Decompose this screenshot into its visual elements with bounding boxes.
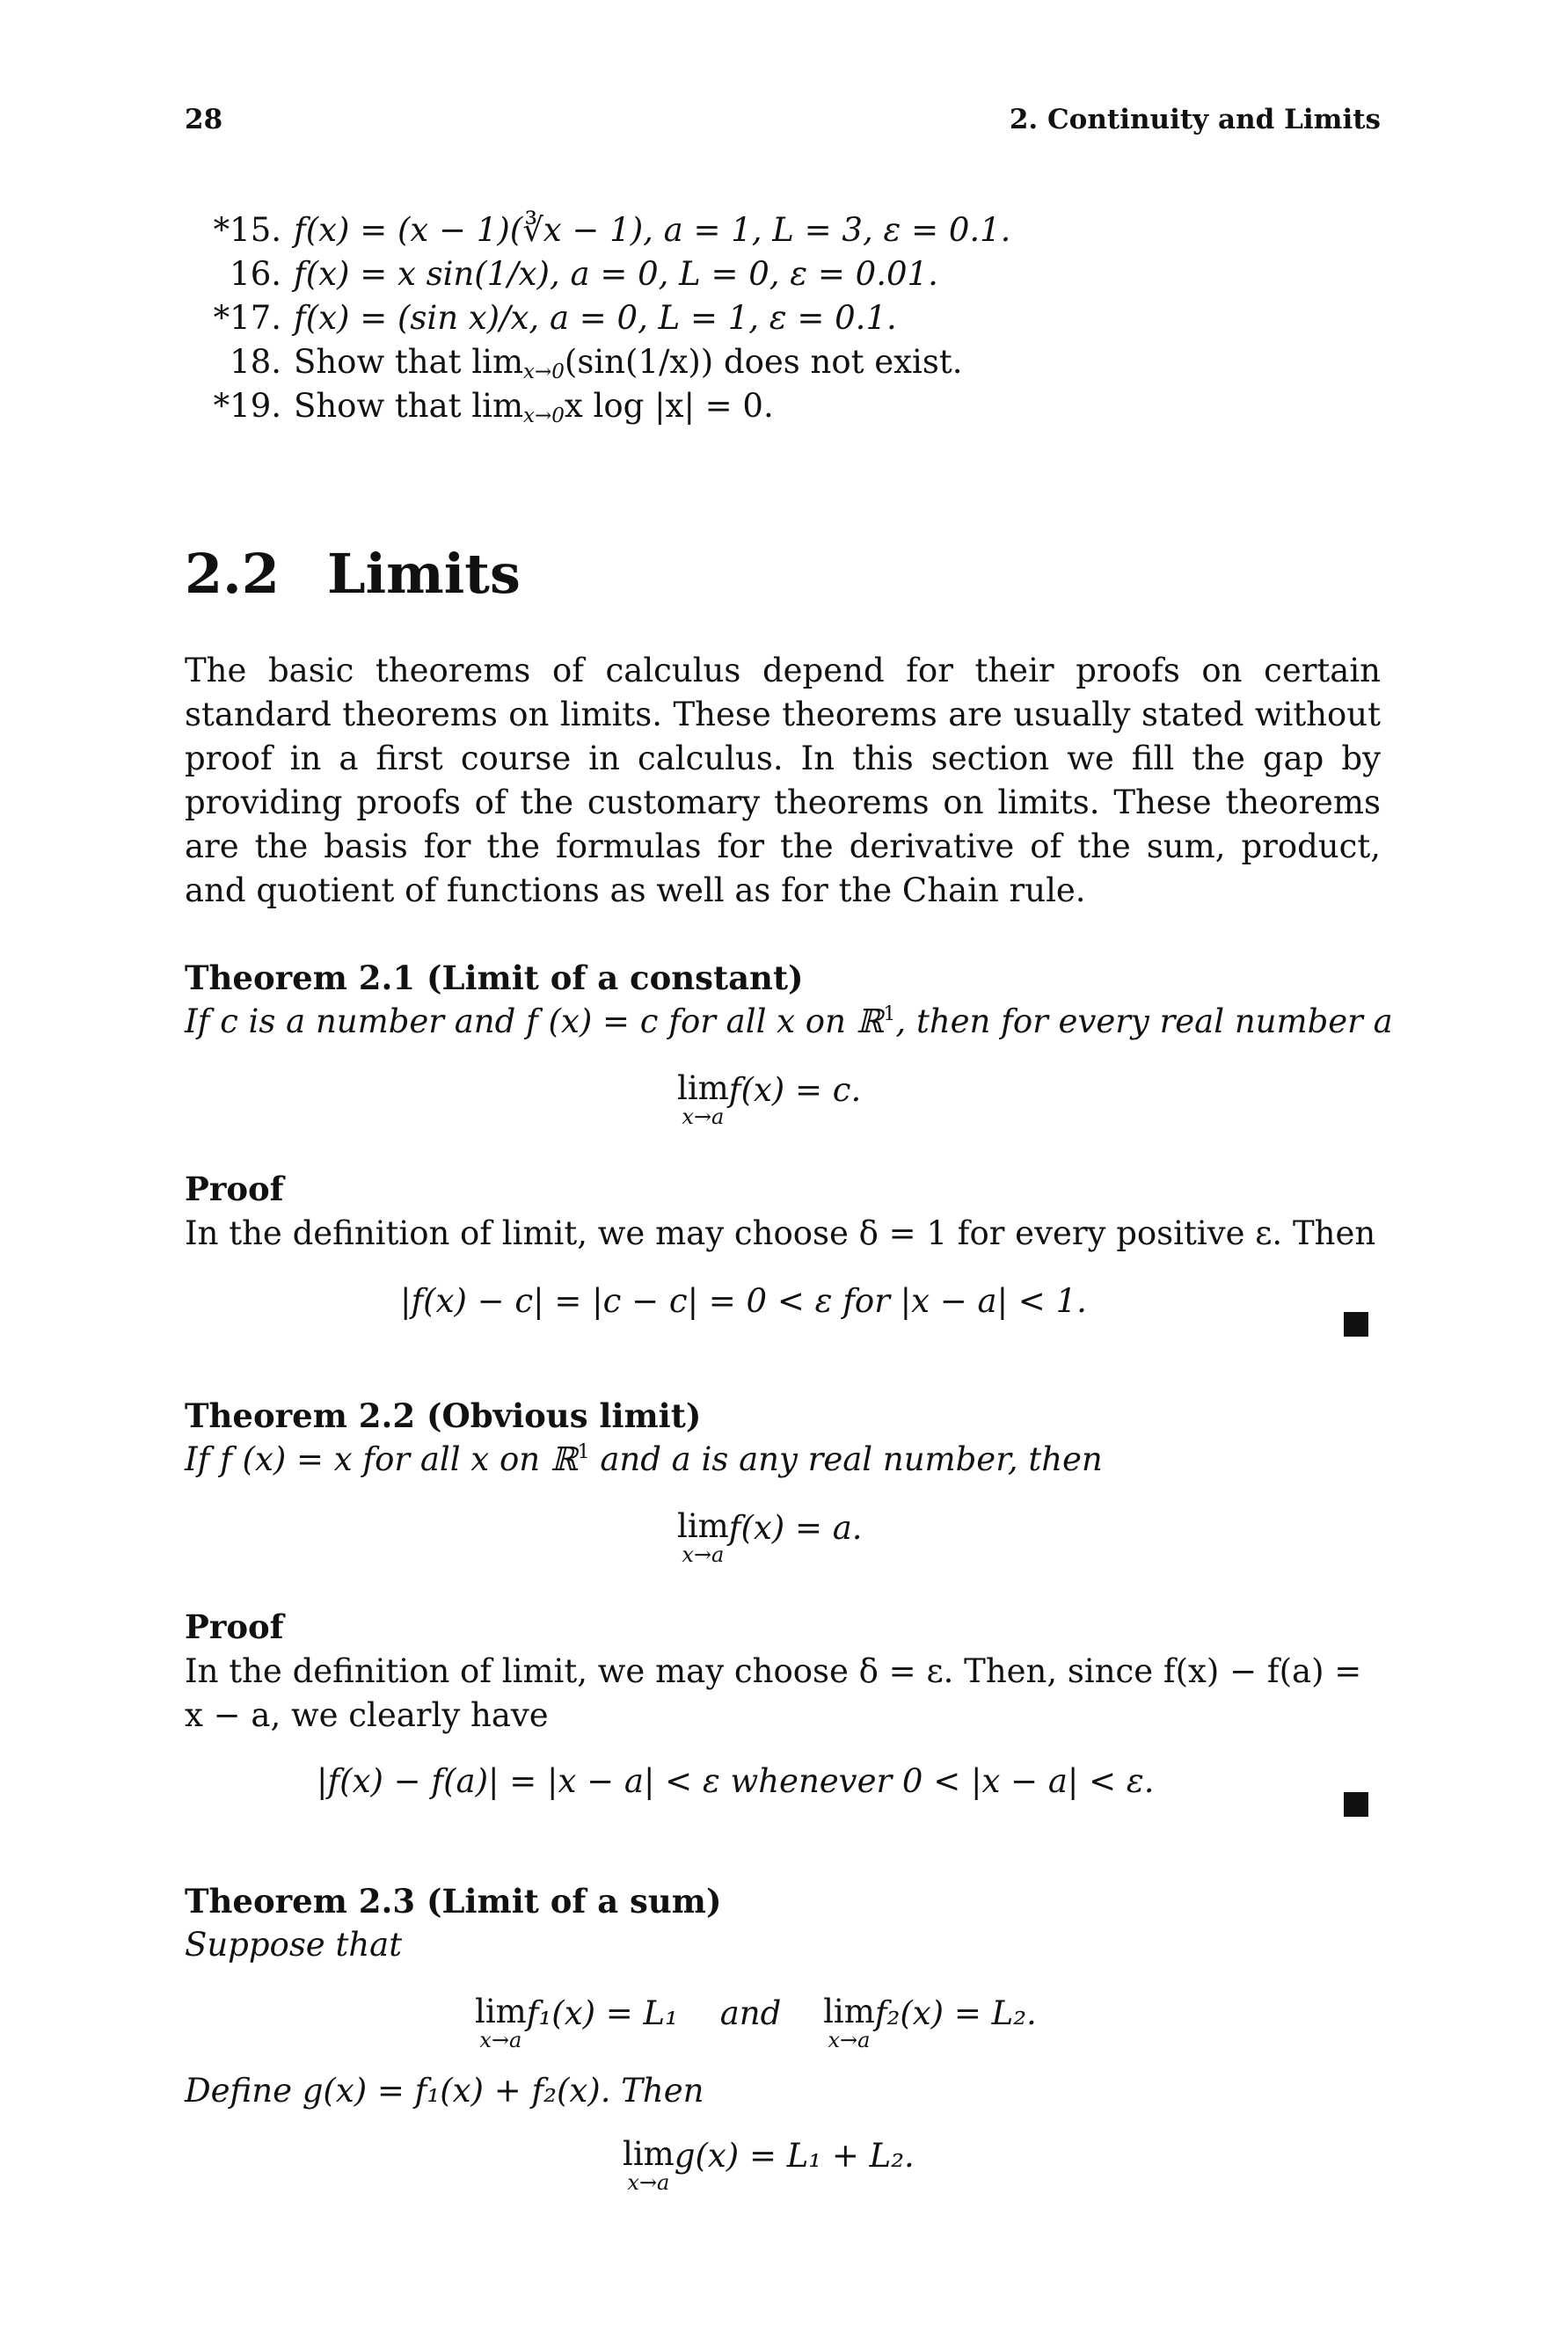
proof-label: Proof [185,1607,284,1646]
limit-operator: lim x→a [623,2135,675,2195]
exercise-text: f(x) = x sin(1/x), a = 0, L = 0, ε = 0.01. [294,255,938,293]
exercise-item [185,387,774,427]
proof-display-equation: |f(x) − f(a)| = |x − a| < ε whenever 0 < |x − a| < ε. [317,1762,1155,1800]
qed-mark [1344,1312,1368,1337]
exercise-item [185,299,897,337]
proof-label: Proof [185,1170,284,1208]
proof-text: In the definition of limit, we may choose δ = 1 for every positive ε. Then [185,1214,1376,1252]
display-equation: lim x→a f(x) = a. [677,1507,863,1567]
limit-operator: lim x→a [475,1993,527,2052]
limit-operator: lim x→a [823,1993,875,2052]
exercise-number: *15. [213,211,281,249]
limit-operator: lim x→a [677,1069,729,1129]
section-heading [185,542,521,606]
theorem-title: Theorem 2.2 (Obvious limit) [185,1396,702,1435]
theorem-statement: Define g(x) = f₁(x) + f₂(x). Then [185,2072,704,2110]
theorem-statement: Suppose that [185,1926,403,1964]
theorem-title: Theorem 2.1 (Limit of a constant) [185,958,804,997]
qed-mark [1344,1792,1368,1817]
exercise-number: *17. [213,299,281,337]
exercise-text: Show that $\lim_{x\to 0}(\sin(1/x))$ does not exist. [294,343,963,383]
section-number: 2.2 [185,542,280,606]
theorem-statement: If c is a number and f (x) = c for all x on ℝ$^1$, then for every real number a [185,1002,1393,1040]
exercise-text: f(x) = (sin x)/x, a = 0, L = 1, ε = 0.1. [294,299,897,337]
intro-paragraph: The basic theorems of calculus depend for their proofs on certain standard theorems on limits. These theorems are usually stated without proof in a first course in calculus. In this section we fill the gap by providing proofs of the customary theorems on limits. These theorems are the basis for the formulas for the derivative of the sum, product, and quotient of functions as well as for the Chain rule. [185,652,1381,909]
exercise-item [185,211,1010,249]
exercise-number: 18. [230,343,281,381]
proof-text: In the definition of limit, we may choose δ = ε. Then, since f(x) − f(a) = [185,1652,1362,1690]
chapter-running-title: 2. Continuity and Limits [1009,104,1381,135]
exercise-item [185,343,963,383]
proof-display-equation: |f(x) − c| = |c − c| = 0 < ε for |x − a| < 1. [400,1282,1087,1320]
section-title: Limits [327,542,521,606]
limit-operator: lim x→a [677,1507,729,1567]
exercise-number: *19. [213,387,281,425]
exercise-text: Show that $\lim_{x\to 0}x$ log |x| = 0. [294,387,774,427]
theorem-title: Theorem 2.3 (Limit of a sum) [185,1882,722,1921]
display-equation: lim x→a g(x) = L₁ + L₂. [623,2135,915,2195]
display-equation: lim x→a f₁(x) = L₁ and lim x→a f₂(x) = L₂. [475,1993,1037,2052]
display-equation: lim x→a f(x) = c. [677,1069,862,1129]
exercise-number: 16. [230,255,281,293]
exercise-text: f(x) = (x − 1)(∛x − 1), a = 1, L = 3, ε = 0.1. [294,211,1011,249]
exercise-item [185,255,938,293]
proof-text: x − a, we clearly have [185,1696,549,1734]
theorem-statement: If f (x) = x for all x on ℝ$^1$ and a is any real number, then [185,1440,1103,1478]
page-number: 28 [185,104,223,135]
